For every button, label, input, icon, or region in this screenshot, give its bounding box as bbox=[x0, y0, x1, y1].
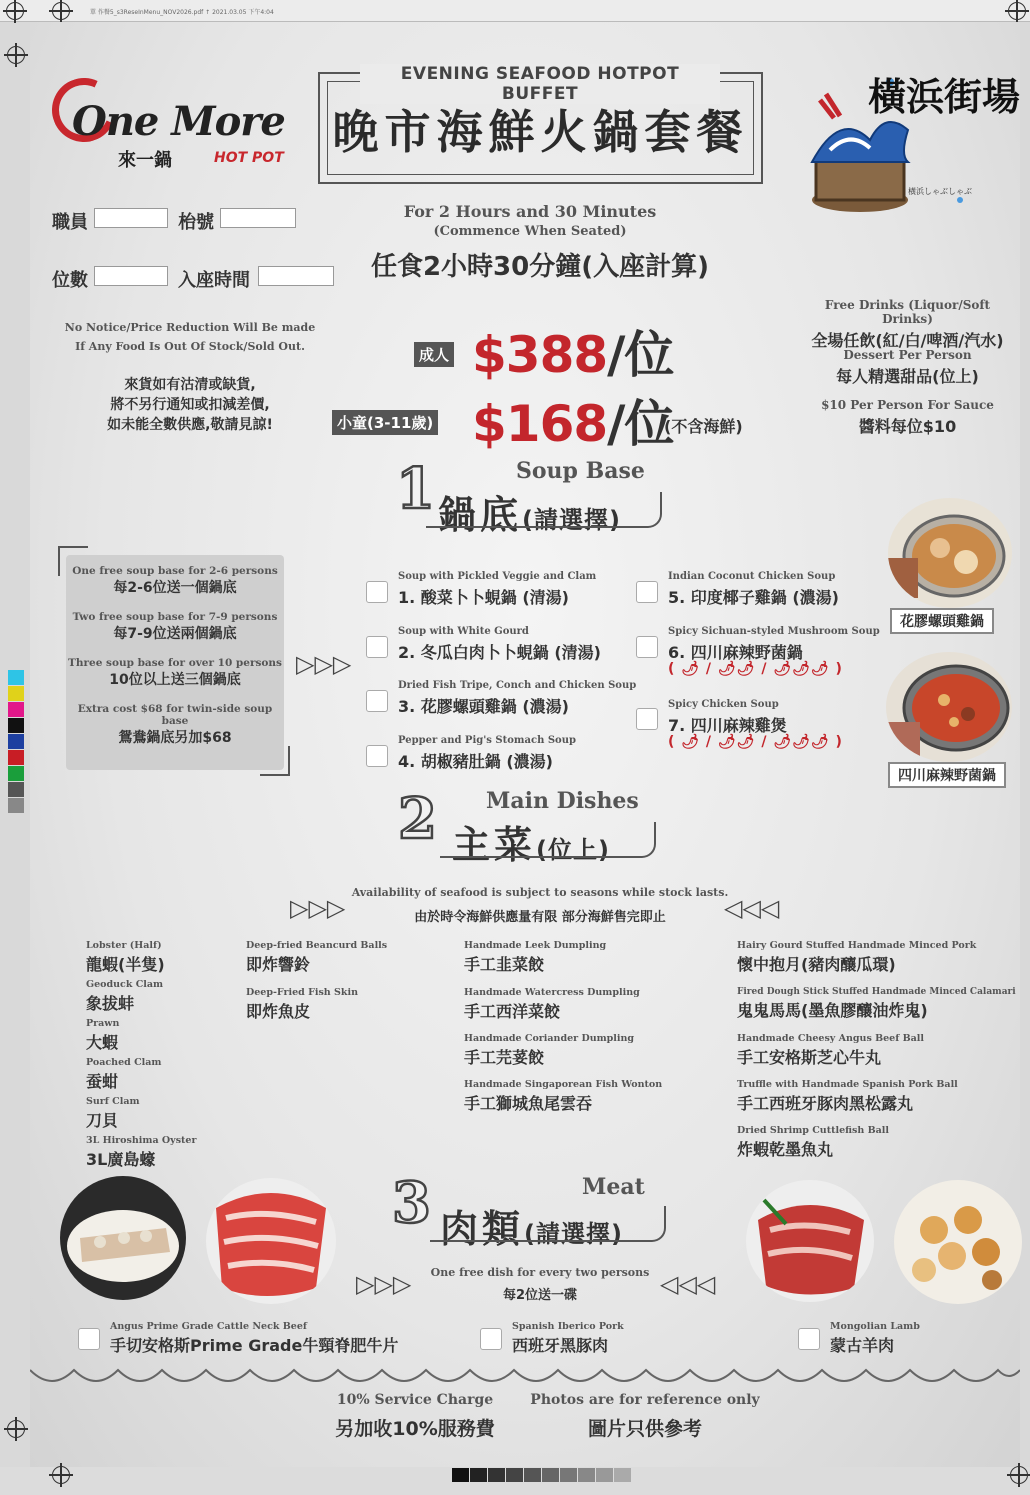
dish-zh: 鬼鬼馬馬(墨魚膠釀油炸鬼) bbox=[737, 1001, 928, 1020]
notice-en-line2: If Any Food Is Out Of Stock/Sold Out. bbox=[75, 340, 305, 353]
section2-title-en: Main Dishes bbox=[486, 788, 639, 814]
arrow-right-icon: ▷▷▷ bbox=[356, 1270, 412, 1298]
dish-zh: 3L廣島蠔 bbox=[86, 1150, 156, 1169]
registration-mark-icon bbox=[6, 2, 24, 20]
dish-item bbox=[737, 1079, 958, 1114]
dish-en: Handmade Singaporean Fish Wonton bbox=[464, 1079, 663, 1090]
partner-logo-sub: 橫浜しゃぶしゃぶ bbox=[908, 187, 972, 196]
soup-5-zh: 5. 印度椰子雞鍋 (濃湯) bbox=[668, 588, 839, 607]
soup-rule-en: One free soup base for 2-6 persons bbox=[72, 565, 278, 577]
section3-title-en: Meat bbox=[582, 1174, 645, 1200]
fried-snack-photo-icon bbox=[894, 1180, 1022, 1304]
pork-photo-icon bbox=[746, 1180, 874, 1302]
soup-photo-label: 四川麻辣野菌鍋 bbox=[888, 762, 1006, 788]
print-filename: 單 作餐5_s3ReseInMenu_NOV2026.pdf ↑ 2021.03.05 下午4:04 bbox=[90, 9, 274, 16]
dish-en: Deep-fried Beancurd Balls bbox=[246, 940, 388, 951]
notice-zh-line2: 將不另行通知或扣減差價, bbox=[110, 397, 270, 413]
field-seattime-input[interactable] bbox=[258, 266, 334, 286]
soup-rule-en: Three soup base for over 10 persons bbox=[68, 657, 282, 669]
section2-number: 2 bbox=[398, 786, 437, 852]
extra-sauce bbox=[800, 398, 1015, 437]
section1-number: 1 bbox=[396, 456, 435, 522]
partner-logo-text: 橫浜街場 bbox=[868, 74, 1021, 119]
meat-zh: 蒙古羊肉 bbox=[830, 1336, 895, 1355]
meat-note-zh: 每2位送一碟 bbox=[502, 1288, 578, 1303]
dish-en: Prawn bbox=[86, 1018, 120, 1029]
dish-en: Handmade Coriander Dumpling bbox=[464, 1033, 635, 1044]
registration-mark-icon bbox=[52, 1466, 70, 1484]
dish-item bbox=[464, 940, 606, 975]
meat-note-en: One free dish for every two persons bbox=[430, 1266, 650, 1279]
soup-rule-zh: 每2-6位送一個鍋底 bbox=[113, 580, 237, 596]
dish-item bbox=[737, 940, 976, 975]
dish-en: Handmade Cheesy Angus Beef Ball bbox=[737, 1033, 925, 1044]
field-staff-label: 職員 bbox=[52, 212, 88, 233]
section2-title-zh-main: 主菜 bbox=[452, 823, 537, 867]
logo-sub: 來一鍋 bbox=[118, 150, 172, 171]
dish-item bbox=[464, 1033, 634, 1068]
extra-drinks-zh: 全場任飲(紅/白/啤酒/汽水) bbox=[811, 331, 1004, 350]
arrow-left-icon: ◁◁◁ bbox=[660, 1270, 716, 1298]
meat-en: Angus Prime Grade Cattle Neck Beef bbox=[110, 1321, 307, 1332]
adult-price bbox=[472, 315, 673, 387]
dish-en: Truffle with Handmade Spanish Pork Ball bbox=[737, 1079, 958, 1090]
seafood-availability-en: Availability of seafood is subject to seasons while stock lasts. bbox=[351, 886, 729, 899]
duration-zh: 任食2小時30分鐘(入座計算) bbox=[370, 252, 710, 282]
dish-item bbox=[246, 987, 358, 1022]
soup-rule-en: Two free soup base for 7-9 persons bbox=[72, 611, 278, 623]
grayscale-bar bbox=[452, 1467, 632, 1486]
extra-drinks bbox=[800, 298, 1015, 351]
dish-zh: 手工西洋菜餃 bbox=[464, 1002, 561, 1021]
dish-en: Surf Clam bbox=[86, 1096, 140, 1107]
dish-zh: 手工芫荽餃 bbox=[464, 1048, 545, 1067]
duration-en-line2: (Commence When Seated) bbox=[433, 224, 627, 239]
meat-checkbox-1[interactable] bbox=[78, 1328, 100, 1350]
meat-en: Mongolian Lamb bbox=[830, 1321, 920, 1332]
dish-item bbox=[737, 1033, 924, 1068]
registration-mark-icon bbox=[7, 1420, 25, 1438]
meat-item bbox=[512, 1321, 624, 1356]
meat-en: Spanish Iberico Pork bbox=[512, 1321, 624, 1332]
duration-en-line1: For 2 Hours and 30 Minutes bbox=[403, 202, 657, 221]
soup-checkbox-5[interactable] bbox=[636, 581, 658, 603]
dish-item bbox=[86, 1018, 119, 1053]
registration-mark-icon bbox=[7, 46, 25, 64]
soup-checkbox-2[interactable] bbox=[366, 636, 388, 658]
soup-photo-label: 花膠螺頭雞鍋 bbox=[890, 608, 994, 634]
soup-6-en: Spicy Sichuan-styled Mushroom Soup bbox=[668, 626, 880, 637]
child-price-note: (不含海鮮) bbox=[664, 417, 743, 436]
logo-main: One More bbox=[72, 98, 285, 145]
extra-sauce-en: $10 Per Person For Sauce bbox=[821, 398, 994, 412]
dish-zh: 懷中抱月(豬肉釀瓜環) bbox=[737, 955, 896, 974]
dish-zh: 手工韭菜餃 bbox=[464, 955, 545, 974]
seafood-photo-icon bbox=[60, 1176, 186, 1300]
dish-zh: 即炸魚皮 bbox=[246, 1002, 311, 1021]
meat-item bbox=[830, 1321, 920, 1356]
soup-checkbox-3[interactable] bbox=[366, 690, 388, 712]
soup-rule-zh: 每7-9位送兩個鍋底 bbox=[113, 626, 237, 642]
dish-en: Hairy Gourd Stuffed Handmade Minced Pork bbox=[737, 940, 977, 951]
dish-item bbox=[86, 1135, 196, 1170]
section1-title-zh-sub: (請選擇) bbox=[522, 506, 621, 534]
dish-en: Dried Shrimp Cuttlefish Ball bbox=[737, 1125, 889, 1136]
title-zh: 晚市海鮮火鍋套餐 bbox=[332, 105, 749, 159]
notice-zh-line3: 如未能全數供應,敬請見諒! bbox=[107, 417, 273, 433]
dish-en: Geoduck Clam bbox=[86, 979, 164, 990]
dish-item bbox=[464, 987, 640, 1022]
soup-photo-icon bbox=[886, 652, 1012, 762]
section1-underline bbox=[426, 492, 662, 528]
soup-4-en: Pepper and Pig's Stomach Soup bbox=[398, 735, 576, 746]
dish-zh: 手工獅城魚尾雲吞 bbox=[464, 1094, 593, 1113]
meat-zh: 西班牙黑豚肉 bbox=[512, 1336, 609, 1355]
adult-tag: 成人 bbox=[414, 342, 454, 367]
chili-icon: ( 🌶 / 🌶🌶 / 🌶🌶🌶 ) bbox=[668, 734, 843, 750]
dish-zh: 龍蝦(半隻) bbox=[86, 955, 165, 974]
dish-en: Deep-Fried Fish Skin bbox=[246, 987, 358, 998]
child-price bbox=[472, 384, 673, 456]
photos-note-en: Photos are for reference only bbox=[530, 1392, 760, 1408]
dish-zh: 手工安格斯芝心牛丸 bbox=[737, 1048, 882, 1067]
seafood-availability-zh: 由於時令海鮮供應量有限 部分海鮮售完即止 bbox=[414, 910, 666, 925]
dish-zh: 蚕蚶 bbox=[86, 1072, 119, 1091]
notice-en bbox=[60, 318, 320, 356]
section3-title-zh-sub: (請選擇) bbox=[524, 1220, 623, 1248]
dish-en: Handmade Watercress Dumpling bbox=[464, 987, 640, 998]
arrow-right-icon: ▷▷▷ bbox=[296, 650, 352, 678]
registration-mark-icon bbox=[1008, 2, 1026, 20]
beef-photo-icon bbox=[206, 1178, 336, 1304]
soup-photo-icon bbox=[888, 498, 1012, 608]
scallop-divider bbox=[30, 1368, 1020, 1392]
adult-price-value: $388 bbox=[472, 326, 608, 384]
duration-en bbox=[370, 202, 690, 242]
dish-item bbox=[86, 1096, 140, 1131]
field-staff-input[interactable] bbox=[94, 208, 168, 228]
photos-note-zh: 圖片只供參考 bbox=[587, 1418, 702, 1440]
field-seats-input[interactable] bbox=[94, 266, 168, 286]
soup-rule-en: Extra cost $68 for twin-side soup base bbox=[77, 703, 273, 727]
section2-title-zh-sub: (位上) bbox=[536, 836, 610, 864]
dish-item bbox=[737, 1125, 889, 1160]
dish-en: Fired Dough Stick Stuffed Handmade Minced Calamari bbox=[737, 987, 1016, 997]
adult-price-unit: /位 bbox=[607, 326, 674, 384]
print-color-bar bbox=[8, 670, 24, 814]
field-table-label: 枱號 bbox=[178, 212, 214, 233]
soup-rule-zh: 鴛鴦鍋底另加$68 bbox=[118, 730, 232, 746]
dish-item bbox=[86, 979, 163, 1014]
arrow-left-icon: ◁◁◁ bbox=[724, 894, 780, 922]
soup-7-en: Spicy Chicken Soup bbox=[668, 699, 779, 710]
notice-en-line1: No Notice/Price Reduction Will Be made bbox=[64, 321, 316, 334]
notice-zh bbox=[60, 375, 320, 435]
dish-zh: 象拔蚌 bbox=[86, 994, 135, 1013]
soup-rule-zh: 10位以上送三個鍋底 bbox=[109, 672, 241, 688]
section1-title-en: Soup Base bbox=[516, 458, 645, 484]
soup-3-zh: 3. 花膠螺頭雞鍋 (濃湯) bbox=[398, 697, 569, 716]
dish-item bbox=[86, 940, 165, 975]
soup-1-en: Soup with Pickled Veggie and Clam bbox=[398, 571, 597, 582]
service-charge-zh: 另加收10%服務費 bbox=[335, 1418, 495, 1440]
extra-dessert-zh: 每人精選甜品(位上) bbox=[836, 367, 979, 386]
print-header-strip bbox=[0, 0, 1030, 22]
extra-dessert-en: Dessert Per Person bbox=[843, 348, 972, 362]
registration-mark-icon bbox=[1010, 1466, 1028, 1484]
soup-2-en: Soup with White Gourd bbox=[398, 626, 529, 637]
extra-drinks-en: Free Drinks (Liquor/Soft Drinks) bbox=[824, 298, 991, 326]
arrow-right-icon: ▷▷▷ bbox=[290, 894, 346, 922]
notice-zh-line1: 來貨如有沽清或缺貨, bbox=[124, 377, 256, 393]
soup-6-zh: 6. 四川麻辣野菌鍋 bbox=[668, 643, 803, 662]
soup-3-en: Dried Fish Tripe, Conch and Chicken Soup bbox=[398, 680, 637, 691]
dish-zh: 刀貝 bbox=[86, 1111, 119, 1130]
title-en: EVENING SEAFOOD HOTPOT BUFFET bbox=[360, 64, 720, 104]
field-table-input[interactable] bbox=[220, 208, 296, 228]
meat-zh: 手切安格斯Prime Grade牛頸脊肥牛片 bbox=[110, 1336, 399, 1355]
chili-icon: ( 🌶 / 🌶🌶 / 🌶🌶🌶 ) bbox=[668, 661, 843, 677]
print-footer-strip bbox=[0, 1467, 1030, 1495]
dish-en: Lobster (Half) bbox=[86, 940, 162, 951]
extra-dessert bbox=[800, 348, 1015, 387]
dish-en: Handmade Leek Dumpling bbox=[464, 940, 607, 951]
soup-4-zh: 4. 胡椒豬肚鍋 (濃湯) bbox=[398, 752, 553, 771]
soup-rules-box bbox=[66, 555, 284, 770]
service-charge-en: 10% Service Charge bbox=[336, 1392, 494, 1408]
dish-en: Poached Clam bbox=[86, 1057, 162, 1068]
soup-2-zh: 2. 冬瓜白肉卜卜蜆鍋 (清湯) bbox=[398, 643, 601, 662]
dish-zh: 手工西班牙豚肉黑松露丸 bbox=[737, 1094, 914, 1113]
soup-checkbox-7[interactable] bbox=[636, 708, 658, 730]
logo-hotpot: HOT POT bbox=[214, 150, 284, 166]
meat-checkbox-2[interactable] bbox=[480, 1328, 502, 1350]
child-price-unit: /位 bbox=[607, 395, 674, 453]
registration-mark-icon bbox=[52, 2, 70, 20]
dish-zh: 即炸響鈴 bbox=[246, 955, 311, 974]
dish-item bbox=[464, 1079, 662, 1114]
soup-5-en: Indian Coconut Chicken Soup bbox=[668, 571, 836, 582]
dish-zh: 大蝦 bbox=[86, 1033, 119, 1052]
child-price-value: $168 bbox=[472, 395, 608, 453]
soup-7-zh: 7. 四川麻辣雞煲 bbox=[668, 716, 787, 735]
section3-number: 3 bbox=[392, 1170, 431, 1236]
meat-item bbox=[110, 1321, 398, 1356]
dish-item bbox=[246, 940, 387, 975]
soup-checkbox-1[interactable] bbox=[366, 581, 388, 603]
field-seattime-label: 入座時間 bbox=[178, 270, 250, 291]
dish-en: 3L Hiroshima Oyster bbox=[86, 1135, 197, 1146]
dish-item bbox=[737, 987, 1016, 1021]
child-tag: 小童(3-11歲) bbox=[332, 410, 438, 435]
soup-checkbox-6[interactable] bbox=[636, 636, 658, 658]
section1-title-zh-main: 鍋底 bbox=[438, 493, 523, 537]
section3-title-zh-main: 肉類 bbox=[440, 1207, 525, 1251]
field-seats-label: 位數 bbox=[52, 270, 88, 291]
section2-underline bbox=[440, 822, 656, 858]
dish-item bbox=[86, 1057, 161, 1092]
dish-zh: 炸蝦乾墨魚丸 bbox=[737, 1140, 834, 1159]
soup-1-zh: 1. 酸菜卜卜蜆鍋 (清湯) bbox=[398, 588, 569, 607]
soup-checkbox-4[interactable] bbox=[366, 745, 388, 767]
extra-sauce-zh: 醬料每位$10 bbox=[858, 417, 957, 436]
meat-checkbox-3[interactable] bbox=[798, 1328, 820, 1350]
section3-underline bbox=[430, 1206, 666, 1242]
